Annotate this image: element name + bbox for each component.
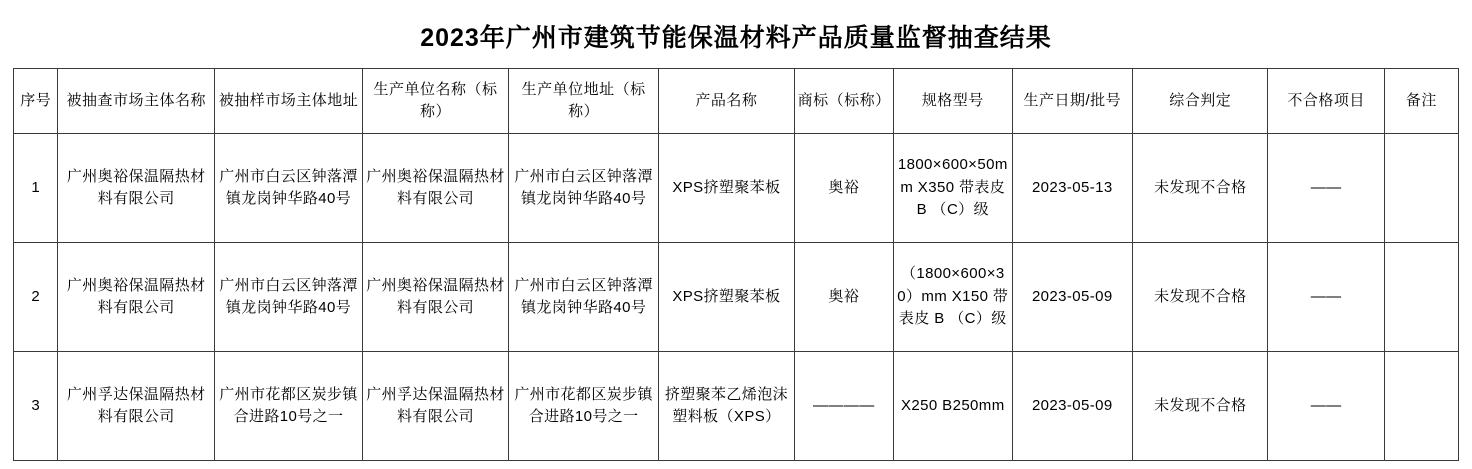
cell-manufacturer-name: 广州孚达保温隔热材料有限公司 <box>363 352 509 461</box>
table-row <box>14 134 1459 243</box>
table-body <box>14 134 1459 461</box>
cell-remark <box>1384 134 1458 243</box>
cell-spec-model: X250 B250mm <box>894 352 1012 461</box>
cell-manufacturer-address: 广州市花都区炭步镇合进路10号之一 <box>509 352 659 461</box>
table-row <box>14 243 1459 352</box>
column-header-verdict: 综合判定 <box>1133 69 1268 134</box>
cell-manufacturer-name: 广州奥裕保温隔热材料有限公司 <box>363 134 509 243</box>
cell-market-entity-name: 广州孚达保温隔热材料有限公司 <box>58 352 215 461</box>
column-header-spec-model: 规格型号 <box>894 69 1012 134</box>
cell-market-entity-name: 广州奥裕保温隔热材料有限公司 <box>58 134 215 243</box>
column-header-market-entity-name: 被抽查市场主体名称 <box>58 69 215 134</box>
cell-sampled-entity-address: 广州市花都区炭步镇合进路10号之一 <box>214 352 362 461</box>
table-row <box>14 352 1459 461</box>
cell-verdict: 未发现不合格 <box>1133 134 1268 243</box>
cell-spec-model: （1800×600×30）mm X150 带表皮 B （C）级 <box>894 243 1012 352</box>
cell-production-date: 2023-05-09 <box>1012 243 1133 352</box>
cell-product-name: XPS挤塑聚苯板 <box>659 134 794 243</box>
column-header-remark: 备注 <box>1384 69 1458 134</box>
cell-manufacturer-name: 广州奥裕保温隔热材料有限公司 <box>363 243 509 352</box>
cell-manufacturer-address: 广州市白云区钟落潭镇龙岗钟华路40号 <box>509 134 659 243</box>
column-header-product-name: 产品名称 <box>659 69 794 134</box>
cell-market-entity-name: 广州奥裕保温隔热材料有限公司 <box>58 243 215 352</box>
column-header-trademark: 商标（标称） <box>794 69 893 134</box>
column-header-production-date: 生产日期/批号 <box>1012 69 1133 134</box>
cell-remark <box>1384 352 1458 461</box>
cell-sampled-entity-address: 广州市白云区钟落潭镇龙岗钟华路40号 <box>214 134 362 243</box>
cell-trademark: ———— <box>794 352 893 461</box>
page-title: 2023年广州市建筑节能保温材料产品质量监督抽查结果 <box>420 24 1052 52</box>
cell-failed-items: —— <box>1268 352 1384 461</box>
cell-verdict: 未发现不合格 <box>1133 352 1268 461</box>
column-header-failed-items: 不合格项目 <box>1268 69 1384 134</box>
cell-production-date: 2023-05-13 <box>1012 134 1133 243</box>
column-header-seq: 序号 <box>14 69 58 134</box>
inspection-results-table <box>13 68 1459 461</box>
table-header-row <box>14 69 1459 134</box>
column-header-sampled-entity-address: 被抽样市场主体地址 <box>214 69 362 134</box>
cell-seq: 1 <box>14 134 58 243</box>
cell-failed-items: —— <box>1268 243 1384 352</box>
table-header <box>14 69 1459 134</box>
cell-trademark: 奥裕 <box>794 243 893 352</box>
cell-seq: 2 <box>14 243 58 352</box>
column-header-manufacturer-name: 生产单位名称（标称） <box>363 69 509 134</box>
cell-verdict: 未发现不合格 <box>1133 243 1268 352</box>
column-header-manufacturer-address: 生产单位地址（标称） <box>509 69 659 134</box>
cell-product-name: 挤塑聚苯乙烯泡沫塑料板（XPS） <box>659 352 794 461</box>
cell-product-name: XPS挤塑聚苯板 <box>659 243 794 352</box>
cell-failed-items: —— <box>1268 134 1384 243</box>
cell-sampled-entity-address: 广州市白云区钟落潭镇龙岗钟华路40号 <box>214 243 362 352</box>
cell-remark <box>1384 243 1458 352</box>
cell-spec-model: 1800×600×50mm X350 带表皮 B （C）级 <box>894 134 1012 243</box>
cell-seq: 3 <box>14 352 58 461</box>
cell-production-date: 2023-05-09 <box>1012 352 1133 461</box>
cell-trademark: 奥裕 <box>794 134 893 243</box>
cell-manufacturer-address: 广州市白云区钟落潭镇龙岗钟华路40号 <box>509 243 659 352</box>
